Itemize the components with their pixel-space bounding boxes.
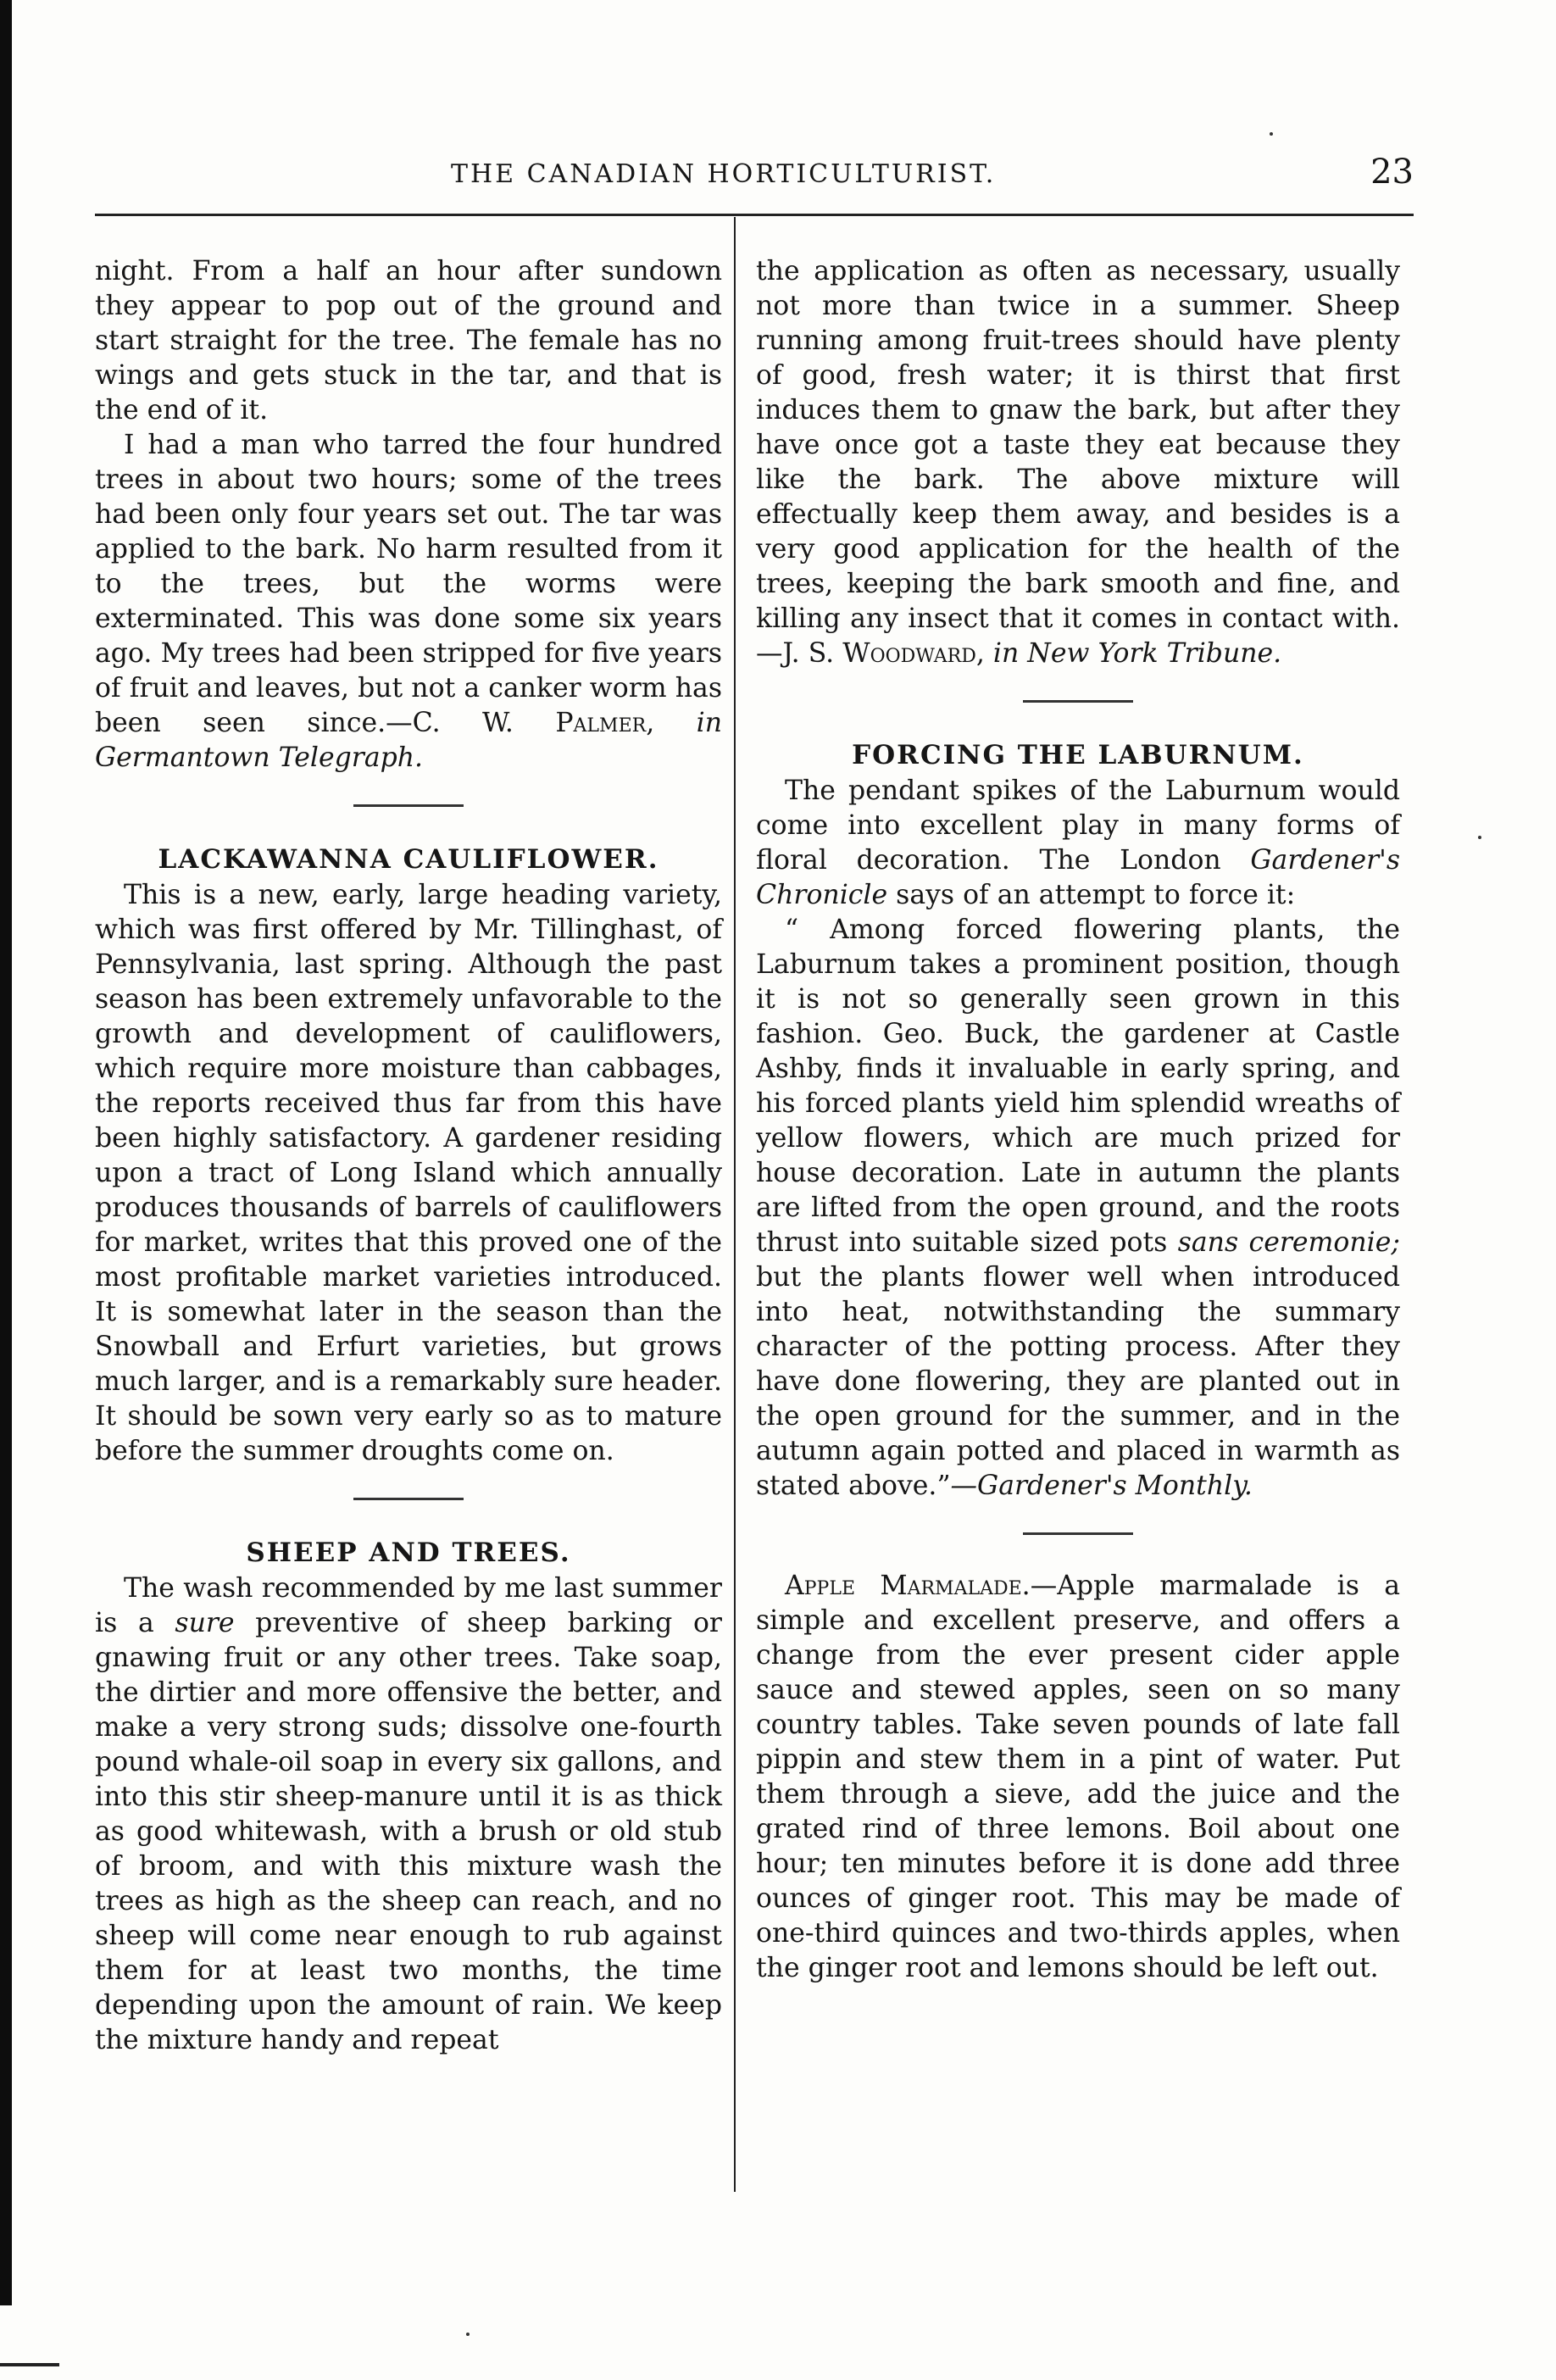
paragraph-text: —Apple marmalade is a simple and excellent preserve, and offers a change from the ever present cider apple sauce and stewed apples, seen on so many country tables. Take seven pounds of late fall pippin and stew them in a pint of water. Put them through a sieve, add the juice and the grated rind of three lemons. Boil about one hour; ten minutes before it is done add three ounces of ginger root. This may be made of one-third quinces and two-thirds apples, when the ginger root and lemons should be left out. <box>756 1571 1400 1983</box>
article-paragraph: This is a new, early, large heading variety, which was first offered by Mr. Tillinghast, of Pennsylvania, last spring. Although the past season has been extremely unfavorable to the growth and development of cauliflowers, which require more moisture than cabbages, the reports received thus far from this have been highly satisfactory. A gardener residing upon a tract of Long Island which annually produces thousands of barrels of cauliflowers for market, writes that this proved one of the most profitable market varieties introduced. It is somewhat later in the season than the Snowball and Erfurt varieties, but grows much larger, and is a remarkably sure header. It should be sown very early so as to mature before the summer droughts come on. <box>95 880 722 1466</box>
section-separator <box>353 1498 464 1500</box>
author-signature: —C. W. Palmer, <box>386 708 655 738</box>
paragraph-text: says of an attempt to force it: <box>887 880 1296 910</box>
running-title: THE CANADIAN HORTICULTURIST. <box>451 159 997 189</box>
section-separator <box>1023 700 1133 703</box>
article-paragraph <box>756 1569 1400 1986</box>
emphasis-text: sans ceremonie; <box>1177 1227 1400 1258</box>
header-rule <box>95 214 1414 216</box>
paragraph-text: The pendant spikes of the Laburnum would come into excellent play in many forms of floral decoration. The London <box>756 776 1400 876</box>
article-paragraph <box>95 428 722 776</box>
article-paragraph <box>756 774 1400 913</box>
paragraph-text: but the plants flower well when introduced into heat, notwithstanding the summary character of the potting process. After they have done flowering, they are planted out in the open ground for the summer, and in the autumn again potted and placed in warmth as stated above.” <box>756 1262 1400 1501</box>
section-separator <box>353 804 464 807</box>
source-citation: in Germantown Telegraph. <box>95 708 723 773</box>
article-heading: FORCING THE LABURNUM. <box>852 740 1304 770</box>
source-citation: in New York Tribune. <box>992 638 1282 669</box>
emphasis-text: Gardener's Chronicle <box>756 845 1400 910</box>
paragraph-text: I had a man who tarred the four hundred trees in about two hours; some of the trees had been only four years set out. The tar was applied to the bark. No harm resulted from it to the trees, but the worms were exterminated. This was done some six years ago. My trees had been stripped for five years of fruit and leaves, but not a canker worm has been seen since. <box>95 430 722 738</box>
section-separator <box>1023 1532 1133 1535</box>
emphasis-text: sure <box>175 1608 235 1638</box>
page-binding-edge <box>0 0 12 2305</box>
paragraph-text: preventive of sheep barking or gnawing fruit or any other trees. Take soap, the dirtier and more offensive the better, and make a very strong suds; dissolve one-fourth pound whale-oil soap in every six gallons, and into this stir sheep-manure until it is as thick as good whitewash, with a brush or old stub of broom, and with this mixture wash the trees as high as the sheep can reach, and no sheep will come near enough to rub against them for at least two months, the time depending upon the amount of rain. We keep the mixture handy and repeat <box>95 1608 722 2055</box>
article-paragraph <box>95 1571 722 2058</box>
print-speck <box>466 2333 470 2336</box>
print-speck <box>1270 132 1273 136</box>
quoted-paragraph <box>756 913 1400 1504</box>
continued-paragraph: night. From a half an hour after sundown they appear to pop out of the ground and start straight for the tree. The female has no wings and gets stuck in the tar, and that is the end of it. <box>95 256 722 425</box>
print-speck <box>1478 836 1481 839</box>
continued-paragraph <box>756 254 1400 671</box>
left-column <box>95 254 722 2058</box>
paragraph-text: The wash recommended by me last summer is a <box>95 1573 722 1638</box>
source-citation: —Gardener's Monthly. <box>950 1471 1253 1501</box>
article-heading: LACKAWANNA CAULIFLOWER. <box>158 844 659 875</box>
running-header <box>95 153 1414 195</box>
article-heading: SHEEP AND TREES. <box>246 1538 571 1568</box>
paragraph-text: the application as often as necessary, usually not more than twice in a summer. Sheep running among fruit-trees should have plenty of good, fresh water; it is thirst that first induces them to gnaw the bark, but after they have once got a taste they eat because they like the bark. The above mixture will effectually keep them away, and besides is a very good application for the health of the trees, keeping the bark smooth and fine, and killing any insect that it comes in contact with. <box>756 256 1400 634</box>
column-divider <box>734 217 736 2192</box>
paragraph-text: “ Among forced flowering plants, the Laburnum takes a prominent position, though it is not so generally seen grown in this fashion. Geo. Buck, the gardener at Castle Ashby, finds it invaluable in early spring, and his forced plants yield him splendid wreaths of yellow flowers, which are much prized for house decoration. Late in autumn the plants are lifted from the open ground, and the roots thrust into suitable sized pots <box>756 915 1400 1258</box>
page-number: 23 <box>1370 153 1414 192</box>
run-in-heading: Apple Marmalade. <box>785 1571 1031 1601</box>
author-signature: —J. S. Woodward, <box>756 638 985 669</box>
binding-edge-foot <box>0 2363 59 2366</box>
right-column <box>756 254 1400 1986</box>
